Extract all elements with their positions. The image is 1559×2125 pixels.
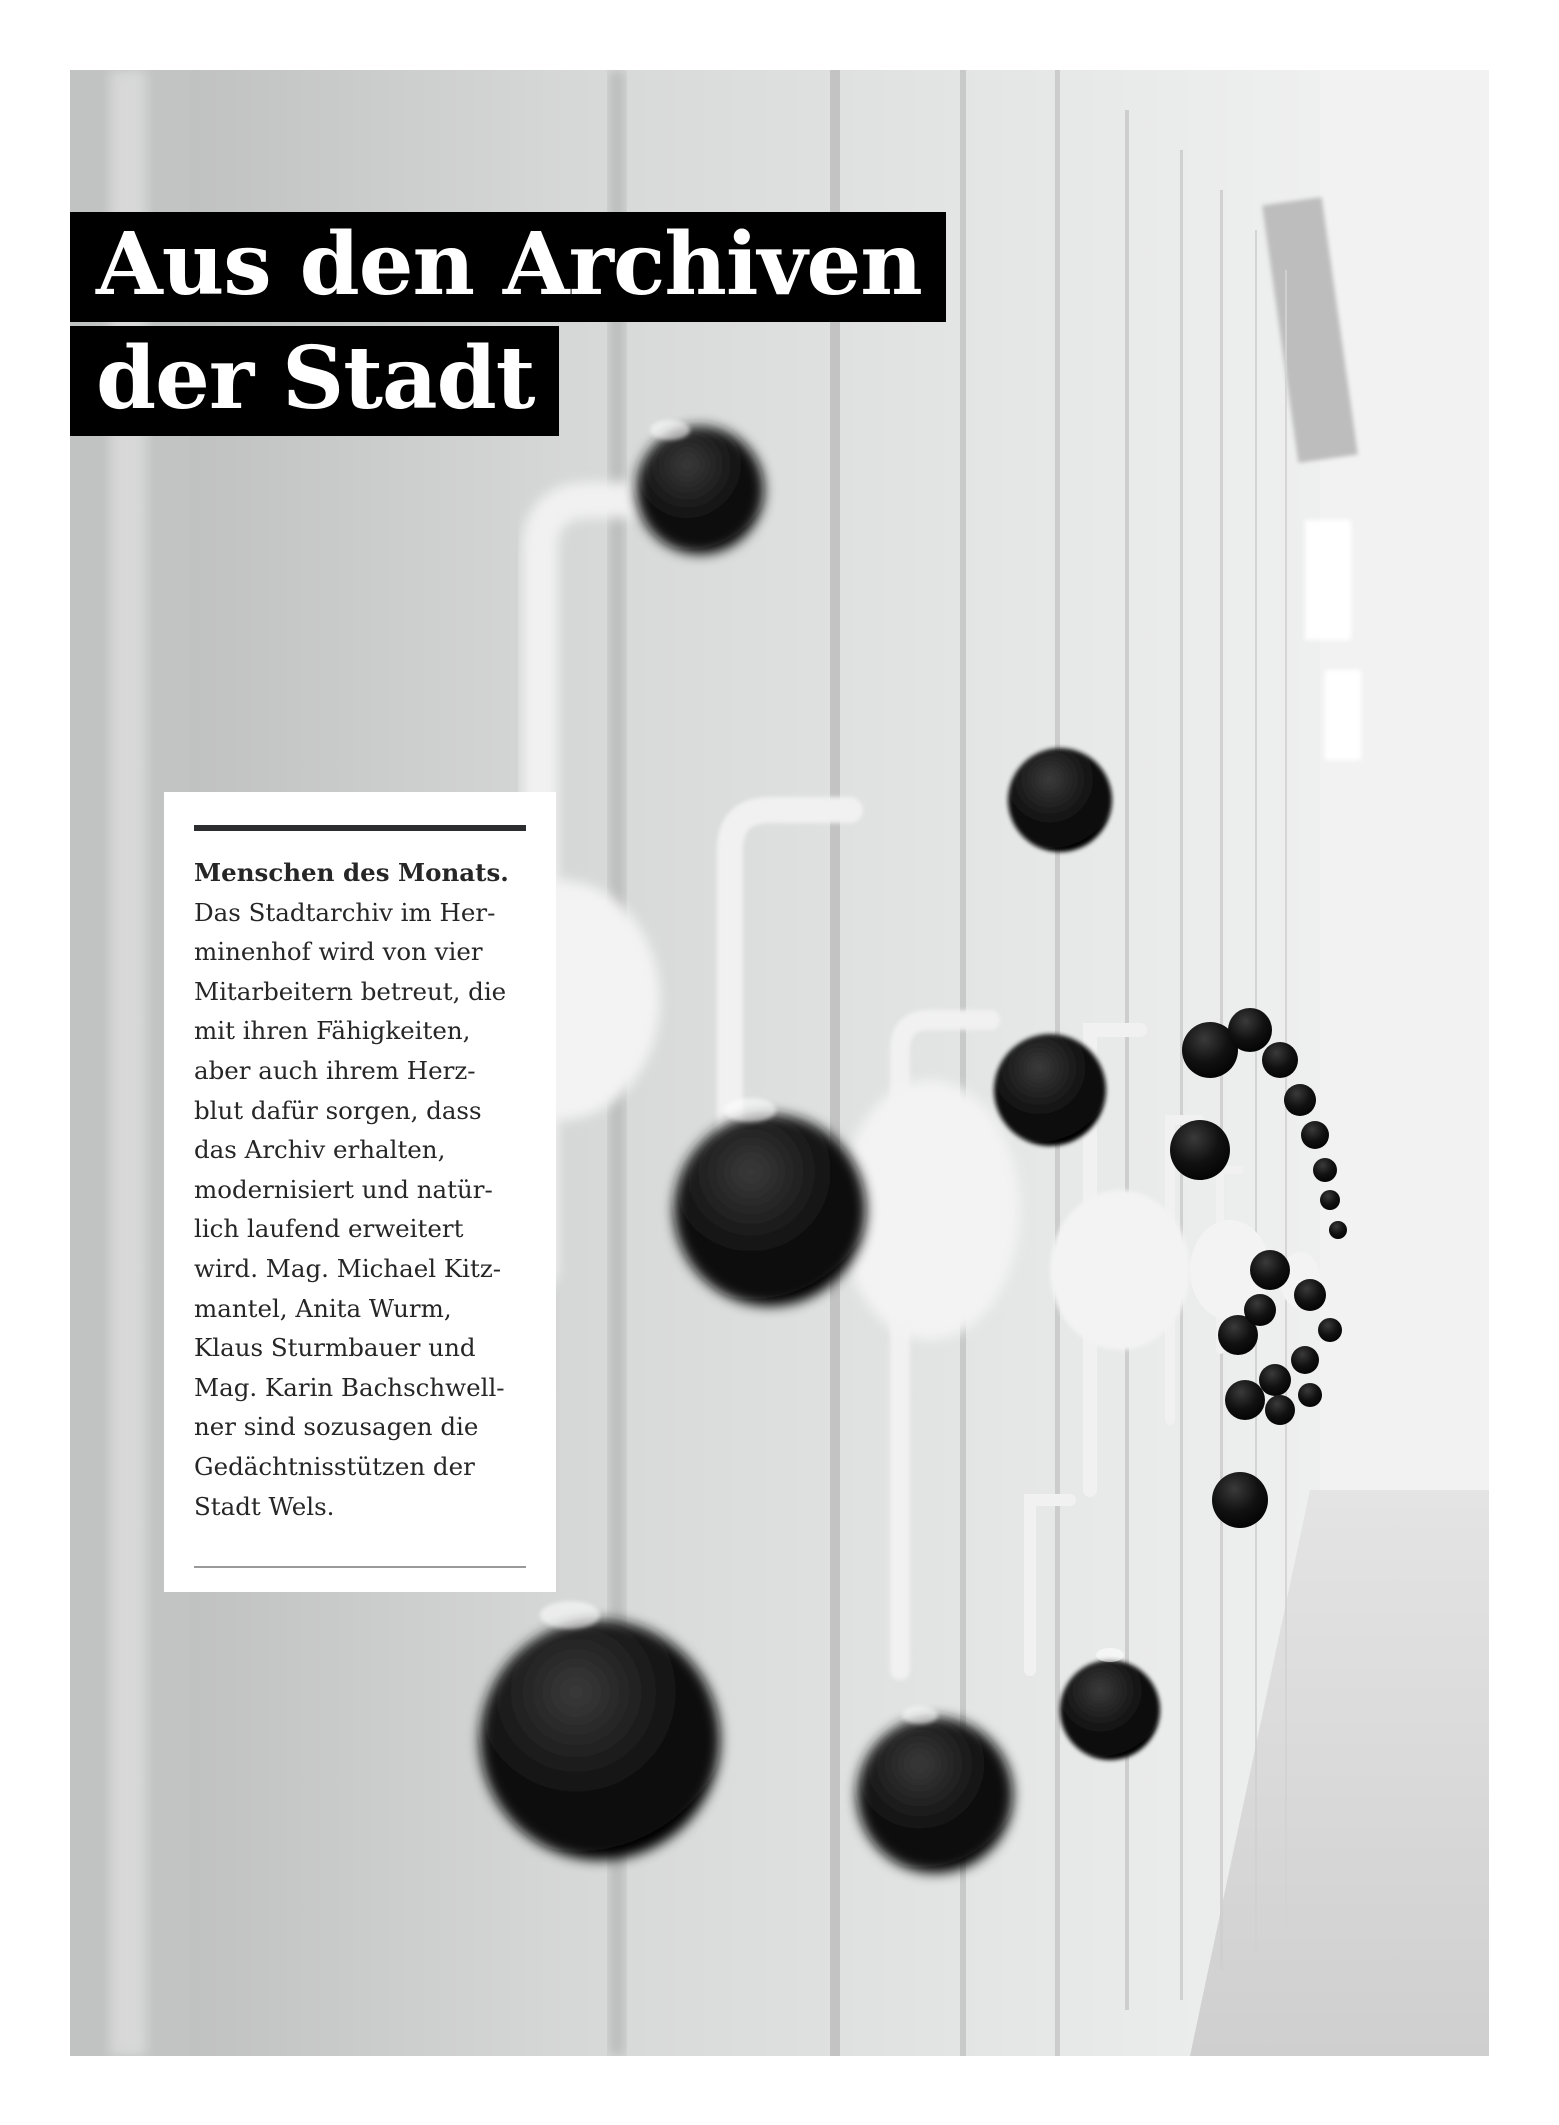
info-box-line: modernisiert und natür-	[194, 1174, 493, 1204]
info-box-line: Das Stadtarchiv im Her-	[194, 897, 496, 927]
info-box-line: das Archiv erhalten,	[194, 1135, 446, 1165]
info-box-bottom-rule	[194, 1566, 526, 1568]
info-box-line: lich laufend erweitert	[194, 1214, 464, 1244]
info-box-line: mantel, Anita Wurm,	[194, 1293, 452, 1323]
info-box-line: mit ihren Fähigkeiten,	[194, 1016, 471, 1046]
info-box-line: aber auch ihrem Herz-	[194, 1055, 476, 1085]
info-box-text	[194, 853, 526, 1526]
info-box-line: wird. Mag. Michael Kitz-	[194, 1253, 502, 1283]
headline-line-1: Aus den Archiven	[70, 212, 946, 322]
info-box-top-rule	[194, 825, 526, 831]
info-box-line: ner sind sozusagen die	[194, 1412, 479, 1442]
info-box-line: Gedächtnisstützen der	[194, 1451, 475, 1481]
info-box-line: Mitarbeitern betreut, die	[194, 976, 507, 1006]
info-box-line: Stadt Wels.	[194, 1491, 335, 1521]
info-box-lead: Menschen des Monats.	[194, 858, 509, 887]
info-box-line: minenhof wird von vier	[194, 937, 483, 967]
info-box	[164, 792, 556, 1592]
info-box-line: Mag. Karin Bachschwell-	[194, 1372, 505, 1402]
info-box-line: blut dafür sorgen, dass	[194, 1095, 482, 1125]
info-box-line: Klaus Sturmbauer und	[194, 1333, 476, 1363]
headline-line-2: der Stadt	[70, 326, 559, 436]
